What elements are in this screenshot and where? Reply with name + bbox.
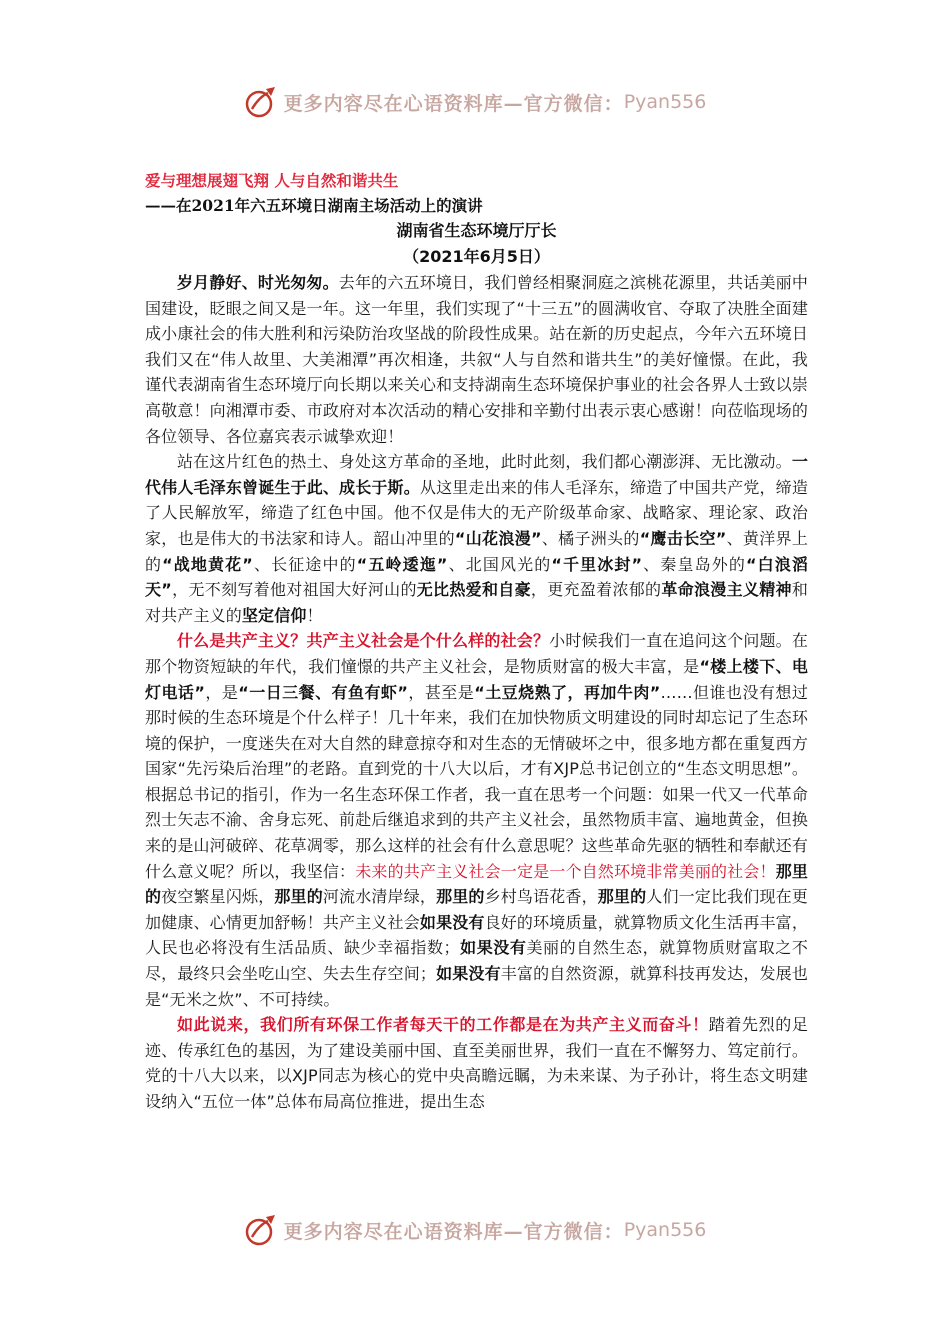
text-run: 那里的 — [274, 887, 323, 907]
text-run: 坚定信仰 — [241, 605, 307, 625]
text-run: 去年的六五环境日，我们曾经相聚洞庭之滨桃花源里，共话美丽中国建设，眨眼之间又是一年。这一年里，我们实现了“十三五”的圆满收官、夺取了决胜全面建成小康社会的伟大胜利和污染防治攻坚战的阶段性成果。站在新的历史起点，今年六五环境日我们又在“伟人故里、大美湘潭”再次相逢，共叙“人与自然和谐共生”的美好憧憬。在此，我谨代表湖南省生态环境厅向长期以来关心和支持湖南生态环境保护事业的社会各界人士致以崇高敬意！向湘潭市委、市政府对本次活动的精心安排和辛勤付出表示衷心感谢！向莅临现场的各位领导、各位嘉宾表示诚挚欢迎！ — [145, 273, 808, 446]
text-run: 和对共产主义的 — [145, 580, 808, 625]
text-run: “鹰击长空” — [639, 528, 727, 548]
text-run: “土豆烧熟了，再加牛肉” — [474, 682, 661, 702]
text-run: 站在这片红色的热土、身处这方革命的圣地，此时此刻，我们都心潮澎湃、无比激动。 — [177, 452, 792, 472]
text-run: 、北国风光的 — [447, 554, 552, 574]
footer-watermark-banner — [0, 1210, 950, 1250]
banner-wechat-label: 官方微信： — [523, 92, 624, 115]
text-run: ……但谁也没有想过那时候的生态环境是个什么样子！几十年来，我们在加快物质文明建设的同时却忘记了生态环境的保护，一度迷失在对大自然的肆意掠夺和对生态的无情破坏之中，很多地方都在重复西方国家“先污染后治理”的老路。直到党的十八大以后，才有XJP总书记创立的“生态文明思想”。根据总书记的指引，作为一名生态环保工作者，我一直在思考一个问题：如果一代又一代革命烈士矢志不渝、舍身忘死、前赴后继追求到的共产主义社会，虽然物质丰富、遍地黄金，但换来的是山河破碎、花草凋零，那么这样的社会有什么意思呢？这些革命先驱的牺牲和奉献还有什么意义呢？所以，我坚信： — [145, 682, 808, 881]
text-run: 美丽的自然生态，就算物质财富取之不尽，最终只会坐吃山空、失去生存空间； — [145, 938, 808, 984]
pen-swirl-logo-icon — [244, 1213, 278, 1247]
text-run: 如果没有 — [459, 938, 527, 958]
text-run: 夜空繁星闪烁， — [161, 887, 275, 907]
text-run: ，是 — [205, 682, 239, 702]
text-run: 那里的 — [597, 887, 647, 907]
document-body — [145, 168, 808, 1115]
date-line: （2021年6月5日） — [403, 247, 550, 266]
text-run: “战地黄花” — [162, 554, 253, 574]
text-run: 革命浪漫主义精神 — [661, 580, 792, 600]
banner-brand-text: 更多内容尽在心语资料库— — [283, 92, 524, 115]
banner-brand-text: 更多内容尽在心语资料库— — [283, 1220, 524, 1243]
text-run: 从这里走出来的伟人毛泽东，缔造了中国共产党，缔造了人民解放军，缔造了红色中国。他不仅是伟大的无产阶级革命家、战略家、理论家、政治家，也是伟大的书法家和诗人。韶山冲里的 — [145, 477, 808, 548]
text-run: 那里的 — [436, 887, 485, 907]
banner-wechat-label: 官方微信： — [523, 1220, 624, 1243]
text-run: ，更充盈着浓郁的 — [530, 580, 662, 600]
text-run: 良好的环境质量，就算物质文化生活再丰富，人民也必将没有生活品质、缺少幸福指数； — [145, 912, 808, 958]
text-run: 、长征途中的 — [252, 554, 357, 574]
document-title: 爱与理想展翅飞翔 人与自然和谐共生 — [145, 171, 399, 190]
header-watermark-banner — [0, 82, 950, 122]
text-run: 踏着先烈的足迹、传承红色的基因，为了建设美丽中国、直至美丽世界，我们一直在不懈努力、笃定前行。党的十八大以来，以XJP同志为核心的党中央高瞻远瞩，为未来谋、为子孙计，将生态文明建设纳入“五位一体”总体布局高位推进，提出生态 — [145, 1015, 808, 1111]
text-run: “楼上楼下、电灯电话” — [145, 656, 808, 702]
text-run: 、黄洋界上的 — [145, 528, 808, 574]
text-run: 如果没有 — [419, 912, 485, 932]
banner-wechat-id: Pyan556 — [623, 1219, 707, 1241]
text-run: 小时候我们一直在追问这个问题。在那个物资短缺的年代，我们憧憬的共产主义社会，是物质财富的极大丰富，是 — [145, 631, 809, 676]
text-run: 丰富的自然资源，就算科技再发达，发展也是“无米之炊”、不可持续。 — [145, 964, 809, 1009]
text-run: 一代伟人毛泽东曾诞生于此、成长于斯。 — [145, 452, 808, 497]
banner-wechat-id: Pyan556 — [623, 91, 707, 113]
text-run: 如此说来，我们所有环保工作者每天干的工作都是在为共产主义而奋斗！ — [177, 1015, 709, 1035]
text-run: 那里的 — [145, 861, 809, 907]
text-run: ！ — [306, 605, 323, 625]
paragraph-1 — [145, 270, 808, 449]
text-run: “一日三餐、有鱼有虾” — [238, 682, 409, 702]
text-run: ，甚至是 — [408, 682, 475, 702]
document-subtitle: ——在2021年六五环境日湖南主场活动上的演讲 — [145, 196, 483, 215]
text-run: “千里冰封” — [551, 554, 643, 574]
text-run: 、秦皇岛外的 — [642, 554, 746, 574]
text-run: 河流水清岸绿， — [322, 887, 437, 907]
paragraph-2 — [145, 449, 808, 628]
paragraph-3 — [145, 628, 808, 1012]
text-run: 岁月静好、时光匆匆。 — [177, 273, 339, 292]
text-run: 无比热爱和自豪 — [416, 580, 531, 600]
text-run: ，无不刻写着他对祖国大好河山的 — [171, 580, 417, 600]
text-run: “白浪滔天” — [145, 554, 809, 600]
text-run: “山花浪漫” — [454, 528, 542, 548]
text-run: 如果没有 — [436, 964, 501, 984]
text-run: 、橘子洲头的 — [541, 528, 640, 548]
author-line: 湖南省生态环境厅厅长 — [396, 221, 557, 240]
paragraph-4 — [145, 1012, 808, 1114]
text-run: 什么是共产主义？共产主义社会是个什么样的社会？ — [177, 631, 550, 651]
text-run: 人们一定比我们现在更加健康、心情更加舒畅！共产主义社会 — [145, 887, 808, 932]
text-run: “五岭逶迤” — [356, 554, 448, 574]
pen-swirl-logo-icon — [244, 85, 278, 119]
text-run: 乡村鸟语花香， — [484, 887, 598, 907]
text-run: 未来的共产主义社会一定是一个自然环境非常美丽的社会！ — [355, 861, 776, 881]
